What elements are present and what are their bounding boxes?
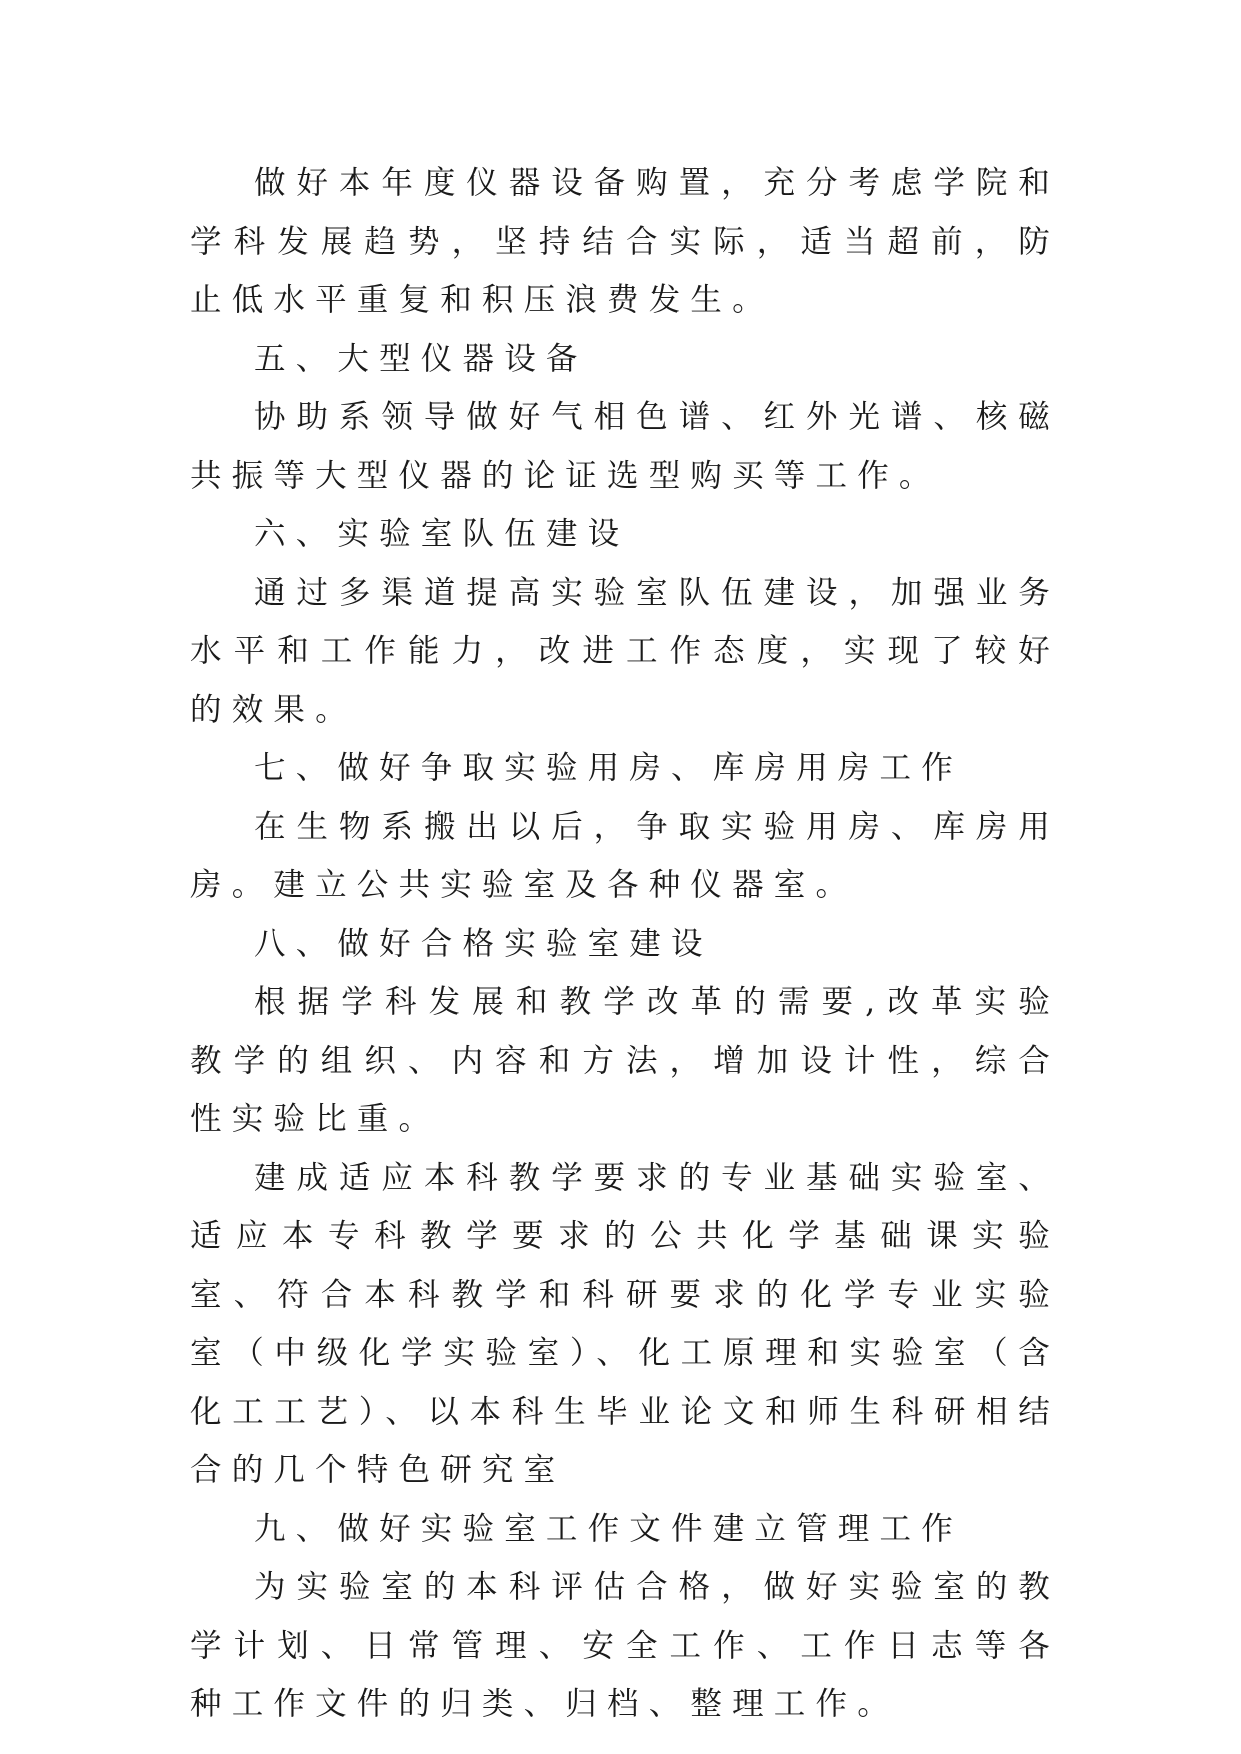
section-heading-9: 九、做好实验室工作文件建立管理工作 — [254, 1510, 963, 1547]
paragraph-equipment-purchase: 做好本年度仪器设备购置，充分考虑学院和学科发展趋势，坚持结合实际，适当超前，防止低水平重复和积压浪费发生。 — [190, 165, 1060, 318]
paragraph-lab-rooms: 在生物系搬出以后，争取实验用房、库房用房。建立公共实验室及各种仪器室。 — [190, 808, 1060, 903]
paragraph-teaching-reform: 根据学科发展和教学改革的需要,改革实验教学的组织、内容和方法，增加设计性，综合性实验比重。 — [190, 984, 1060, 1137]
paragraph-lab-documents: 为实验室的本科评估合格，做好实验室的教学计划、日常管理、安全工作、工作日志等各种工作文件的归类、归档、整理工作。 — [190, 1569, 1060, 1722]
document-body — [190, 154, 1060, 1734]
section-heading-7: 七、做好争取实验用房、库房用房工作 — [254, 750, 963, 786]
section-heading-8: 八、做好合格实验室建设 — [254, 925, 713, 962]
section-heading-5: 五、大型仪器设备 — [254, 340, 588, 377]
section-heading-6: 六、实验室队伍建设 — [254, 516, 630, 552]
paragraph-large-instruments: 协助系领导做好气相色谱、红外光谱、核磁共振等大型仪器的论证选型购买等工作。 — [190, 399, 1060, 494]
paragraph-lab-construction: 建成适应本科教学要求的专业基础实验室、适应本专科教学要求的公共化学基础课实验室、符合本科教学和科研要求的化学专业实验室（中级化学实验室）、化工原理和实验室（含化工工艺）、以本科生毕业论文和师生科研相结合的几个特色研究室 — [190, 1159, 1060, 1488]
paragraph-team-building: 通过多渠道提高实验室队伍建设，加强业务水平和工作能力，改进工作态度，实现了较好的效果。 — [190, 574, 1060, 728]
